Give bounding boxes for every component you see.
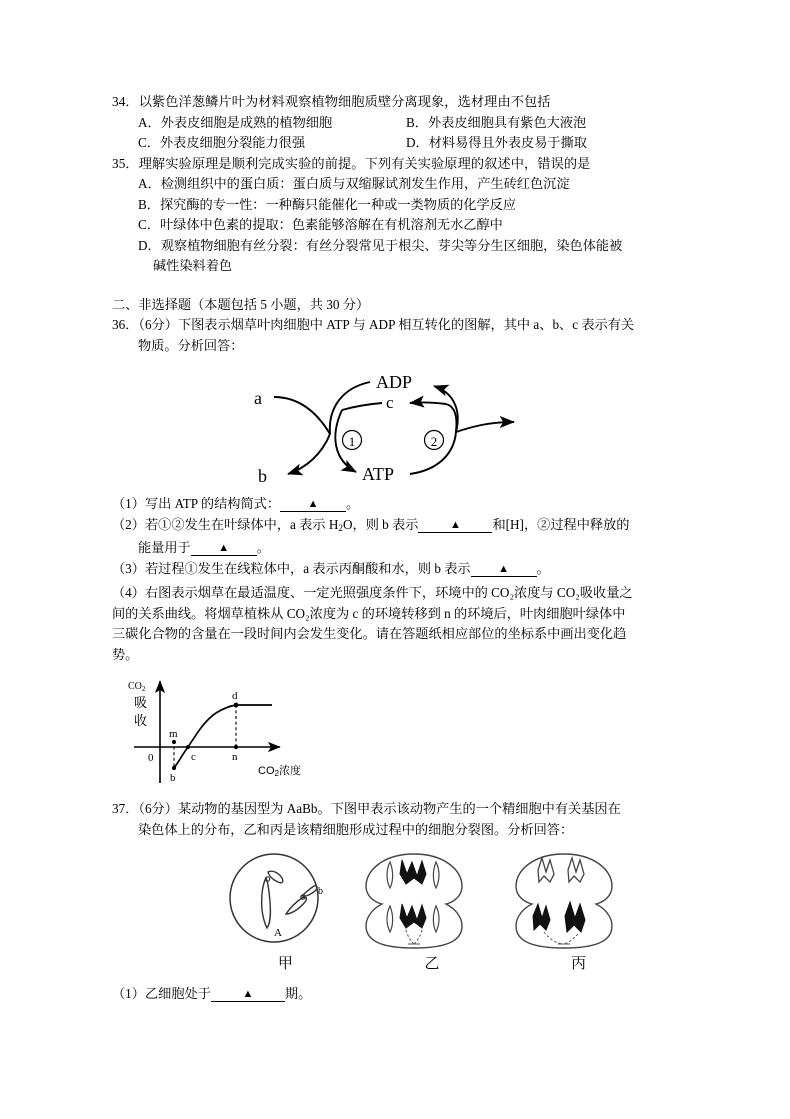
option-35-d: D．观察植物细胞有丝分裂：有丝分裂常见于根尖、芽尖等分生区细胞，染色体能被 xyxy=(138,237,623,253)
cell-figure-labels xyxy=(212,952,652,973)
cell-figures-svg xyxy=(212,848,652,950)
atp-diagram-a-label: a xyxy=(254,388,262,408)
atp-adp-diagram xyxy=(112,362,704,494)
cell-figure-bing xyxy=(516,854,612,948)
co2-point-b-dot xyxy=(172,766,176,770)
question-36-stem-line1: 下图表示烟草叶肉细胞中 ATP 与 ADP 相互转化的图解，其中 a、b、c 表示有关 xyxy=(177,317,635,332)
question-36-stem-line2: 物质。分析回答： xyxy=(138,337,244,353)
question-37-number: 37 xyxy=(112,801,126,817)
question-37-dot: ． xyxy=(125,801,139,817)
question-36-number: 36 xyxy=(112,317,126,332)
q36-sub2-line2-pre: 能量用于 xyxy=(138,540,191,556)
option-35-a: A．检测组织中的蛋白质：蛋白质与双缩脲试剂发生作用，产生砖红色沉淀 xyxy=(138,176,570,191)
cell-jia-gene-A: A xyxy=(274,927,282,940)
cell-jia-gene-b: b xyxy=(318,886,323,898)
question-36-score: （6分） xyxy=(138,317,178,332)
option-34-d: D．材料易得且外表皮易于撕取 xyxy=(406,135,587,150)
question-35-number: 35 xyxy=(112,155,126,171)
option-35-b: B．探究酶的专一性：一种酶只能催化一种或一类物质的化学反应 xyxy=(138,196,517,212)
atp-diagram-one-label: 1 xyxy=(348,434,356,449)
q36-sub3-period: 。 xyxy=(536,560,550,576)
q36-sub3 xyxy=(112,559,704,580)
q36-sub2-text-post: 和[H]，②过程中释放的 xyxy=(492,516,630,532)
option-34-c: C．外表皮细胞分裂能力很强 xyxy=(138,135,306,150)
co2-point-d-dot xyxy=(234,703,239,708)
page-content xyxy=(112,92,704,1005)
co2-graph-n-label: n xyxy=(232,751,238,764)
question-35-options xyxy=(138,174,704,277)
atp-diagram-c-label: c xyxy=(386,393,394,412)
co2-graph-yaxis-char1: 吸 xyxy=(134,695,148,711)
cell-label-bing: 丙 xyxy=(571,956,587,973)
q36-sub4-line4: 势。 xyxy=(112,646,139,662)
q36-sub2-line2-post: 。 xyxy=(256,540,270,556)
q37-sub1 xyxy=(112,984,704,1005)
atp-diagram-adp-label: ADP xyxy=(376,372,413,392)
question-37-stem-line1: 某动物的基因型为 AaBb。下图甲表示该动物产生的一个精细胞中有关基因在 xyxy=(177,801,621,817)
question-34 xyxy=(112,92,704,113)
question-34-number: 34 xyxy=(112,94,126,109)
q36-sub1 xyxy=(112,494,704,515)
q36-sub2-text-pre: （2）若①②发生在叶绿体中，a 表示 H xyxy=(112,516,339,532)
option-row xyxy=(138,133,704,154)
q37-sub1-post: 期。 xyxy=(284,986,312,1002)
option-row xyxy=(138,113,704,134)
question-37 xyxy=(112,799,704,820)
option-34-b: B．外表皮细胞具有紫色大液泡 xyxy=(406,114,587,130)
co2-graph-m-label: m xyxy=(169,728,178,741)
co2-point-m-dot xyxy=(172,740,176,744)
q36-sub4-line1: （4）右图表示烟草在最适温度、一定光照强度条件下，环境中的 CO₂浓度与 CO₂吸收量之 xyxy=(112,585,633,601)
co2-graph-d-label: d xyxy=(232,690,238,703)
co2-graph-c-label: c xyxy=(191,751,196,764)
question-35-stem: 理解实验原理是顺利完成实验的前提。下列有关实验原理的叙述中，错误的是 xyxy=(138,155,591,171)
q36-sub4-line3: 三碳化合物的含量在一段时间内会发生变化。请在答题纸相应部位的坐标系中画出变化趋 xyxy=(112,626,627,642)
cell-figure-yi xyxy=(366,854,462,948)
co2-point-n-dot xyxy=(234,745,238,749)
co2-point-c-dot xyxy=(186,745,190,749)
cell-division-figures xyxy=(112,848,704,976)
question-34-stem: 以紫色洋葱鳞片叶为材料观察植物细胞质壁分离现象，选材理由不包括 xyxy=(138,94,551,109)
co2-graph-origin-label: 0 xyxy=(148,752,154,765)
q36-sub4-line2: 间的关系曲线。将烟草植株从 CO₂浓度为 c 的环境转移到 n 的环境后，叶肉细胞叶绿体中 xyxy=(112,605,626,621)
q36-sub2-subscript: 2 xyxy=(338,522,343,533)
question-35-dot: ． xyxy=(125,155,139,171)
atp-diagram-atp-label: ATP xyxy=(362,464,395,484)
q36-sub3-blank[interactable]: ▲ xyxy=(471,562,537,577)
atp-adp-svg xyxy=(230,362,530,492)
cell-label-yi: 乙 xyxy=(424,956,440,973)
question-36 xyxy=(112,315,704,336)
co2-graph-yaxis-co2: $CO_2$ xyxy=(128,681,146,694)
atp-diagram-two-label: 2 xyxy=(430,434,438,449)
q36-sub2-text-mid: O，则 b 表示 xyxy=(342,516,419,532)
cell-label-jia: 甲 xyxy=(277,956,293,973)
option-35-d-cont: 碱性染料着色 xyxy=(153,258,233,273)
question-35 xyxy=(112,154,704,175)
co2-graph-yaxis-char2: 收 xyxy=(134,713,148,729)
cell-figure-jia xyxy=(230,854,323,942)
question-36-dot: ． xyxy=(125,317,139,332)
q36-sub3-text: （3）若过程①发生在线粒体中，a 表示丙酮酸和水，则 b 表示 xyxy=(112,560,471,576)
q37-sub1-text: （1）乙细胞处于 xyxy=(112,986,211,1002)
q36-sub2-blank1[interactable]: ▲ xyxy=(418,518,492,533)
q36-sub2-blank2[interactable]: ▲ xyxy=(191,541,257,556)
option-34-a: A．外表皮细胞是成熟的植物细胞 xyxy=(138,114,333,130)
section-header: 二、非选择题（本题包括 5 小题，共 30 分） xyxy=(112,296,370,312)
q37-sub1-blank[interactable]: ▲ xyxy=(211,987,285,1002)
q36-sub2-line2 xyxy=(138,538,704,559)
q36-sub2 xyxy=(112,515,704,539)
co2-graph-xaxis-label: CO2浓度 xyxy=(258,765,301,779)
co2-graph-b-label: b xyxy=(170,772,176,785)
question-37-score: （6分） xyxy=(138,801,178,817)
question-37-stem-line2: 染色体上的分布，乙和丙是该精细胞形成过程中的细胞分裂图。分析回答： xyxy=(138,821,574,837)
q36-sub1-text: （1）写出 ATP 的结构简式： xyxy=(112,496,281,511)
q36-sub1-blank[interactable]: ▲ xyxy=(280,497,346,512)
question-34-options xyxy=(138,113,704,154)
co2-graph-svg xyxy=(112,671,412,791)
atp-diagram-b-label: b xyxy=(258,466,267,486)
option-35-c: C．叶绿体中色素的提取：色素能够溶解在有机溶剂无水乙醇中 xyxy=(138,217,503,232)
q36-sub1-period: 。 xyxy=(346,496,360,511)
co2-absorption-graph xyxy=(112,671,704,793)
question-34-dot: ． xyxy=(125,94,139,109)
